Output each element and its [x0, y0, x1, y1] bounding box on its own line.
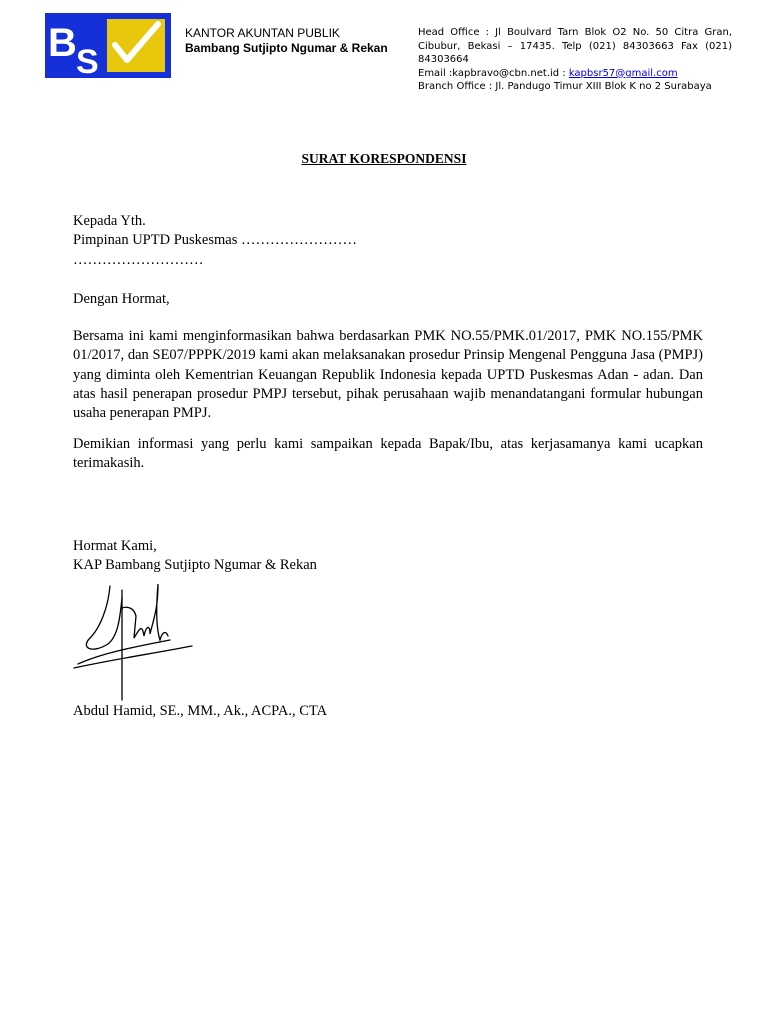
email-link[interactable]: kapbsr57@gmail.com — [568, 67, 678, 79]
email-prefix: Email :kapbravo@cbn.net.id : — [418, 67, 569, 79]
firm-type: KANTOR AKUNTAN PUBLIK — [185, 26, 340, 40]
handwritten-signature — [70, 578, 200, 703]
paragraph-1: Bersama ini kami menginformasikan bahwa berdasarkan PMK NO.55/PMK.01/2017, PMK NO.155/PMK 01/2017, dan SE07/PPPK/2019 kami akan melaksanakan prosedur Prinsip Mengenal Pengguna Jasa (PMPJ) yang diminta oleh Kementrian Keuangan Republik Indonesia kepada UPTD Puskesmas Adan - adan. Dan atas hasil penerapan prosedur PMPJ tersebut, pihak perusahaan wajib menandatangani formular hubungan usaha penerapan PMPJ. — [73, 328, 703, 422]
email-line — [418, 67, 732, 81]
company-logo — [45, 13, 171, 78]
recipient-block — [73, 212, 703, 270]
recipient-line-3: ……………………… — [73, 251, 204, 268]
branch-office-address: Branch Office : Jl. Pandugo Timur XIII Blok K no 2 Surabaya — [418, 81, 712, 93]
head-office-address: Head Office : Jl Boulvard Tarn Blok O2 No. 50 Citra Gran, Cibubur, Bekasi – 17435. Telp (021) 84303663 Fax (021) 84303664 — [418, 27, 732, 66]
logo-letter-s: S — [76, 43, 99, 78]
office-address-block — [418, 26, 732, 103]
closing-firm: KAP Bambang Sutjipto Ngumar & Rekan — [73, 557, 317, 574]
signatory-name: Abdul Hamid, SE., MM., Ak., ACPA., CTA — [73, 703, 328, 719]
closing-block — [73, 537, 703, 576]
greeting: Dengan Hormat, — [73, 291, 170, 307]
closing-salutation: Hormat Kami, — [73, 538, 157, 554]
recipient-line-1: Kepada Yth. — [73, 213, 146, 229]
letter-title: SURAT KORESPONDENSI — [301, 151, 467, 166]
firm-name: Bambang Sutjipto Ngumar & Rekan — [185, 41, 388, 55]
recipient-line-2: Pimpinan UPTD Puskesmas …………………… — [73, 232, 357, 249]
paragraph-2: Demikian informasi yang perlu kami sampaikan kepada Bapak/Ibu, atas kerjasamanya kami ucapkan terimakasih. — [73, 436, 703, 472]
firm-block — [185, 26, 388, 56]
logo-letter-b: B — [48, 21, 77, 65]
